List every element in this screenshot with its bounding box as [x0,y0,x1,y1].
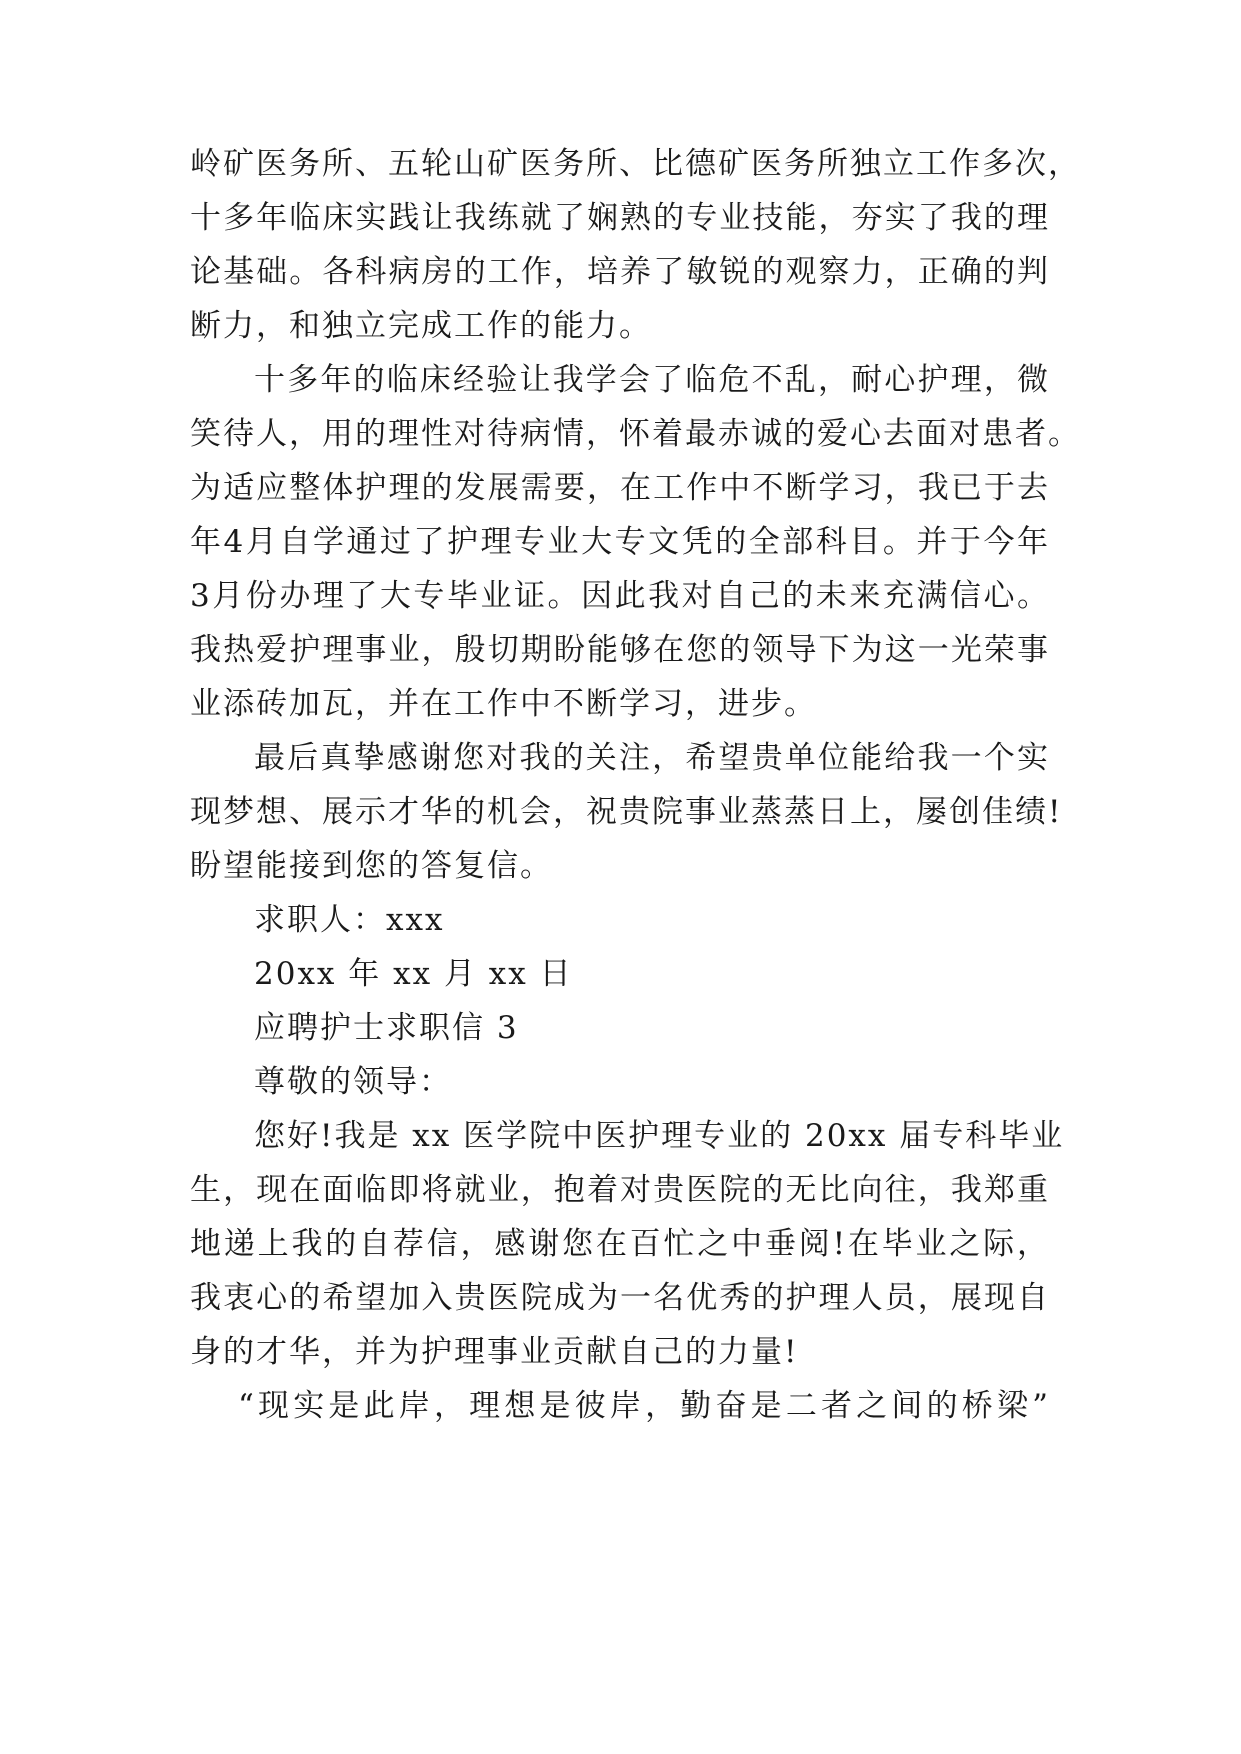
applicant-signature: 求职人：xxx [254,902,445,938]
paragraph-line: 年4月自学通过了护理专业大专文凭的全部科目。并于今年 [190,524,1050,560]
paragraph-line: 岭矿医务所、五轮山矿医务所、比德矿医务所独立工作多次， [190,146,1081,182]
paragraph-line: 笑待人，用的理性对待病情，怀着最赤诚的爱心去面对患者。 [190,416,1081,452]
paragraph-line: 我衷心的希望加入贵医院成为一名优秀的护理人员，展现自 [190,1280,1050,1316]
paragraph-line: 盼望能接到您的答复信。 [190,848,553,884]
quote-line: “现实是此岸，理想是彼岸，勤奋是二者之间的桥梁” [238,1388,1050,1424]
salutation: 尊敬的领导： [254,1064,452,1100]
paragraph-line: 生，现在面临即将就业，抱着对贵医院的无比向往，我郑重 [190,1172,1050,1208]
paragraph-line: 业添砖加瓦，并在工作中不断学习，进步。 [190,686,817,722]
paragraph-line: 论基础。各科病房的工作，培养了敏锐的观察力，正确的判 [190,254,1050,290]
paragraph-line: 十多年临床实践让我练就了娴熟的专业技能，夯实了我的理 [190,200,1050,236]
paragraph-line: 3月份办理了大专毕业证。因此我对自己的未来充满信心。 [190,578,1050,614]
paragraph-line: 最后真挚感谢您对我的关注，希望贵单位能给我一个实 [254,740,1050,776]
paragraph-line: 十多年的临床经验让我学会了临危不乱，耐心护理，微 [254,362,1050,398]
paragraph-line: 断力，和独立完成工作的能力。 [190,308,652,344]
paragraph-line: 地递上我的自荐信，感谢您在百忙之中垂阅!在毕业之际， [190,1226,1050,1262]
letter-date: 20xx 年 xx 月 xx 日 [254,956,573,992]
letter-heading: 应聘护士求职信 3 [254,1010,519,1046]
paragraph-line: 身的才华，并为护理事业贡献自己的力量! [190,1334,799,1370]
paragraph-line: 我热爱护理事业，殷切期盼能够在您的领导下为这一光荣事 [190,632,1050,668]
paragraph-line: 现梦想、展示才华的机会，祝贵院事业蒸蒸日上，屡创佳绩! [190,794,1063,830]
paragraph-line: 为适应整体护理的发展需要，在工作中不断学习，我已于去 [190,470,1050,506]
paragraph-line: 您好!我是 xx 医学院中医护理专业的 20xx 届专科毕业 [254,1118,1065,1154]
